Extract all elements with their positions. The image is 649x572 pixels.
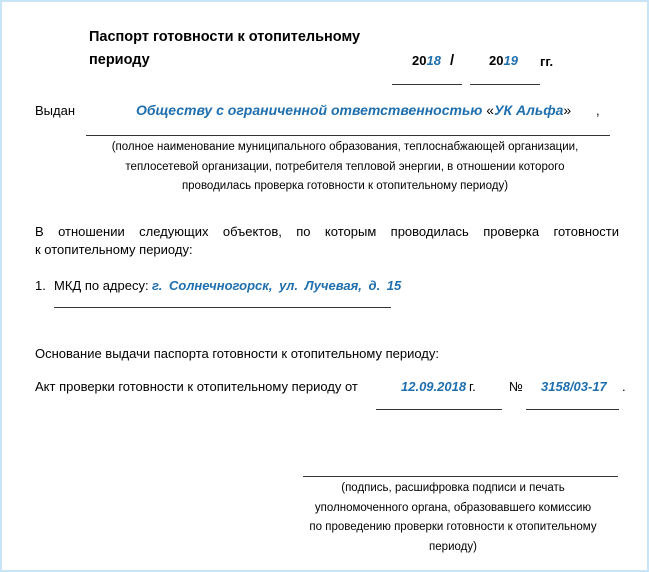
recipient-name-field [136,102,571,118]
document-title [89,26,360,72]
act-label: Акт проверки готовности к отопительному периоду от [35,379,358,394]
act-period: . [622,379,626,394]
act-date: 12.09.2018 [401,379,467,394]
quote-open: « [486,102,495,118]
title-line-2: периоду [89,52,150,68]
recipient-hint-line: (полное наименование муниципального образования, теплоснабжающей организации, [111,141,579,153]
object-item-underline [54,307,391,308]
act-number-sign: № [509,379,523,394]
signature-hint-line: (подпись, расшифровка подписи и печать [341,482,565,494]
signature-line [303,476,618,477]
act-number-underline [526,409,619,410]
quote-close: » [563,102,572,118]
recipient-hint [75,138,615,197]
objects-intro-line-2: к отопительному периоду: [35,242,193,257]
act-year-suffix: г. [469,379,476,394]
object-item-label: МКД по адресу: [54,278,149,293]
year-separator: / [450,52,455,69]
year-to-underline [470,84,540,85]
basis-label: Основание выдачи паспорта готовности к отопительному периоду: [35,346,439,361]
recipient-name: УК Альфа [494,102,564,118]
year-to-value: 19 [503,53,518,68]
year-to [489,53,518,68]
act-date-underline [376,409,502,410]
objects-intro-line-1: В отношении следующих объектов, по которым проводилась проверка готовности [35,224,619,239]
issued-label: Выдан [35,103,76,118]
year-from [412,53,441,68]
object-item-number: 1. [35,278,46,293]
title-line-1: Паспорт готовности к отопительному [89,29,361,45]
recipient-prefix: Обществу с ограниченной ответственностью [136,102,483,118]
signature-hint-line: уполномоченного органа, образовавшего комиссию [314,501,592,514]
object-item-address: г. Солнечногорск, ул. Лучевая, д. 15 [152,278,402,293]
recipient-hint-line: теплосетевой организации, потребителя тепловой энергии, в отношении которого [125,160,565,173]
recipient-underline [86,135,610,136]
years-suffix: гг. [540,54,554,69]
signature-hint-line: по проведению проверки готовности к отопительному [309,521,597,533]
year-from-value: 18 [426,53,441,68]
signature-hint-line: периоду) [429,540,477,553]
signature-hint [293,479,613,557]
year-to-prefix: 20 [489,53,504,68]
year-from-prefix: 20 [412,53,427,68]
recipient-hint-line: проводилась проверка готовности к отопительному периоду) [181,180,509,192]
act-number: 3158/03-17 [541,379,607,394]
issued-comma: , [596,103,600,118]
year-from-underline [392,84,462,85]
